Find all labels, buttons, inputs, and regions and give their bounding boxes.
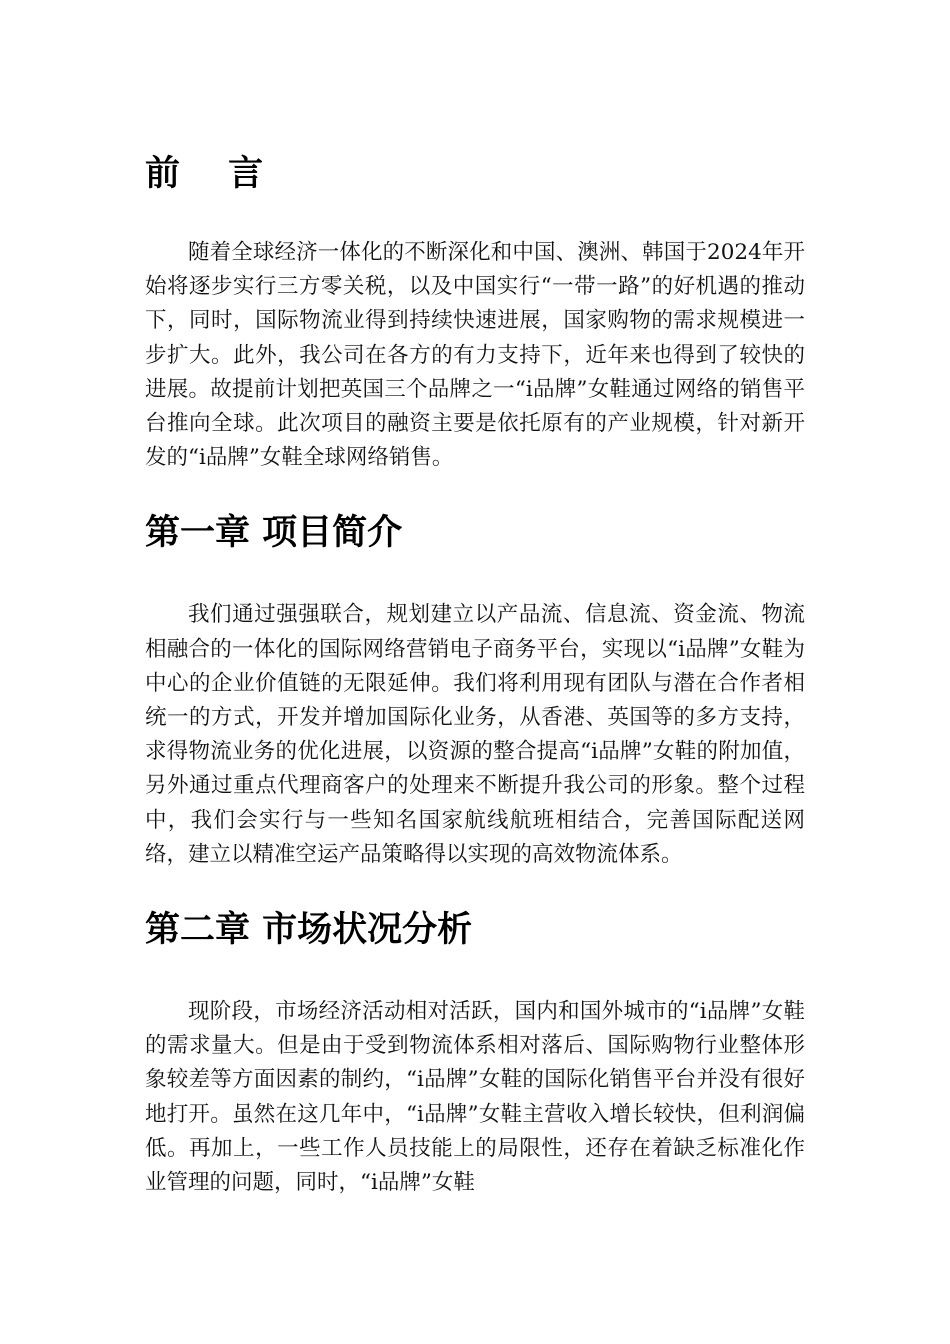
chapter-1-paragraph: 我们通过强强联合，规划建立以产品流、信息流、资金流、物流相融合的一体化的国际网络营销电子商务平台，实现以“i品牌”女鞋为中心的企业价值链的无限延伸。我们将利用现有团队与潜在合作者相统一的方式，开发并增加国际化业务，从香港、英国等的多方支持，求得物流业务的优化进展，以资源的整合提高“i品牌”女鞋的附加值，另外通过重点代理商客户的处理来不断提升我公司的形象。整个过程中，我们会实行与一些知名国家航线航班相结合，完善国际配送网络，建立以精准空运产品策略得以实现的高效物流体系。 (145, 602, 805, 867)
preface-paragraph: 随着全球经济一体化的不断深化和中国、澳洲、韩国于2024年开始将逐步实行三方零关税，以及中国实行“一带一路”的好机遇的推动下，同时，国际物流业得到持续快速进展，国家购物的需求规模进一步扩大。此外，我公司在各方的有力支持下，近年来也得到了较快的进展。故提前计划把英国三个品牌之一“i品牌”女鞋通过网络的销售平台推向全球。此次项目的融资主要是依托原有的产业规模，针对新开发的“i品牌”女鞋全球网络销售。 (145, 240, 805, 471)
chapter-2-heading: 第二章 市场状况分析 (145, 910, 473, 951)
chapter-2-paragraph: 现阶段，市场经济活动相对活跃，国内和国外城市的“i品牌”女鞋的需求量大。但是由于受到物流体系相对落后、国际购物行业整体形象较差等方面因素的制约，“i品牌”女鞋的国际化销售平台并没有很好地打开。虽然在这几年中，“i品牌”女鞋主营收入增长较快，但利润偏低。再加上，一些工作人员技能上的局限性，还存在着缺乏标准化作业管理的问题，同时，“i品牌”女鞋 (145, 999, 805, 1196)
preface-heading: 前 言 (145, 154, 282, 194)
document-content (145, 148, 805, 1200)
chapter-1-heading: 第一章 项目简介 (145, 513, 403, 554)
